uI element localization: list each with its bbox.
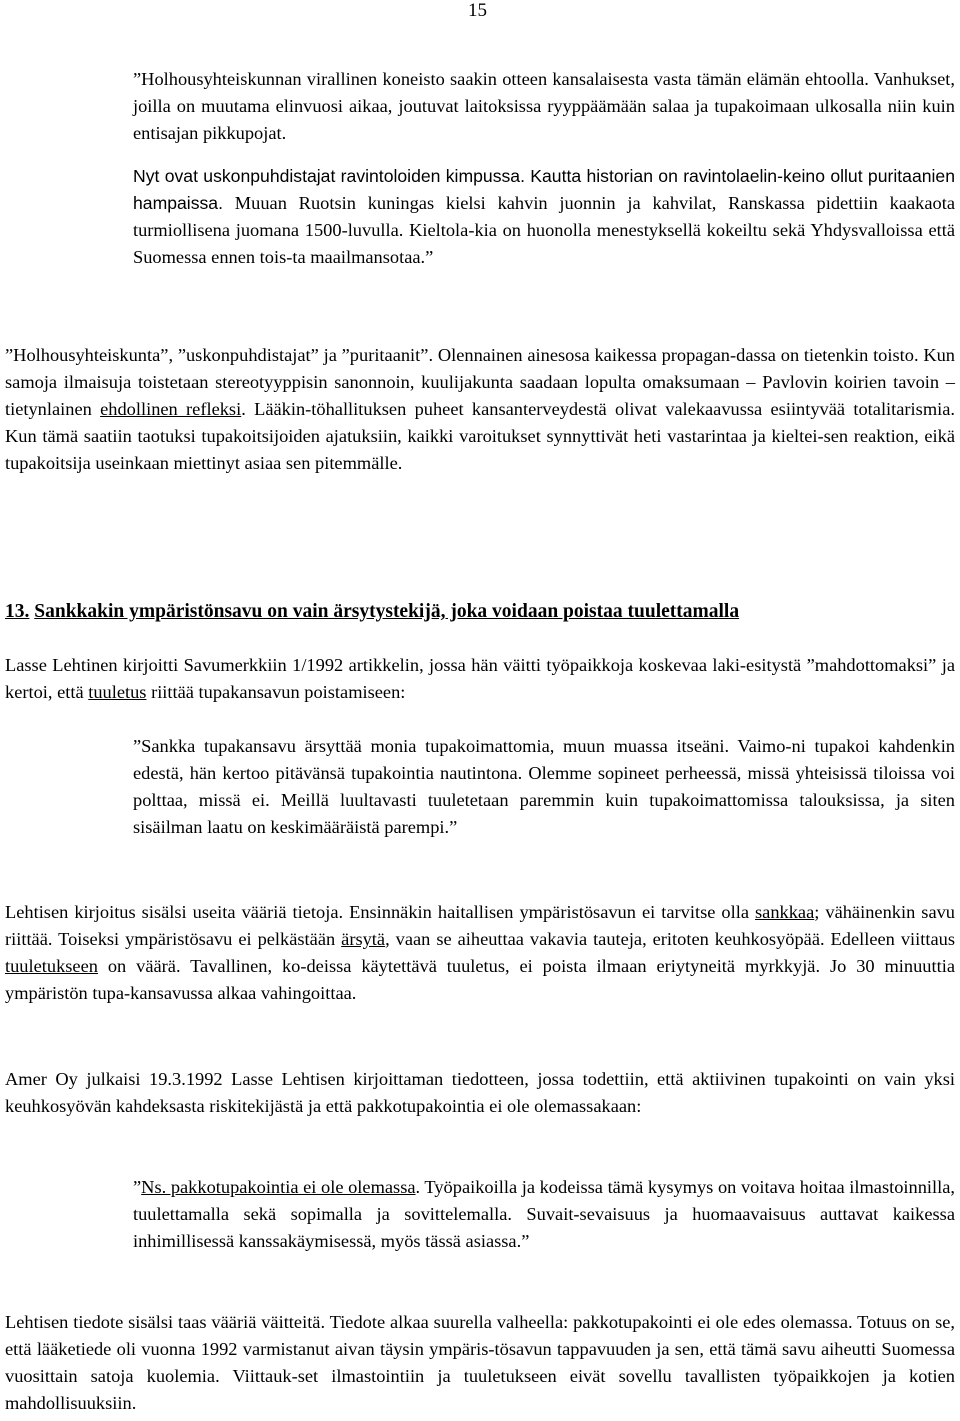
paragraph-vaaria-text-b: ; vähäinenkin savu riittää. Toiseksi ympäristösavu ei pelkästään [5,902,955,949]
paragraph-amer-oy [5,1066,955,1120]
pakkotupakointi-underlined: Ns. pakkotupakointia ei ole olemassa [141,1177,416,1197]
sankkaa-underlined: sankkaa [755,902,815,922]
paragraph-propaganda-text-b: . Lääkin-töhallituksen puheet kansanterveydestä olivat valekaavussa esiintyvää totalitarismia. Kun tämä saatiin taotuksi tupakoitsijoiden ajatuksiin, kaikki varoitukset synnyttivät heti vastarintaa ja kieltei-sen reaktion, eikä tupakoitsija useinkaan miettinyt asiaa sen pitemmälle. [5,399,956,473]
quote-paragraph-2 [133,163,955,271]
paragraph-lehtinen-text-a: Lasse Lehtinen kirjoitti Savumerkkiin 1/1992 artikkelin, jossa hän väitti työpaikkoja koskevaa laki-esitystä ”mahdottomaksi” ja kertoi, että [5,655,955,702]
section-heading [5,599,955,625]
tuuletus-underlined: tuuletus [88,682,147,702]
refleksi-underlined: ehdollinen refleksi [100,399,242,419]
paragraph-vaaria-text-d: on väärä. Tavallinen, ko-deissa käytettävä tuuletus, ei poista ilmaan eriytyneitä myrkkyjä. Jo 30 minuuttia ympäristön tupa-kansavussa alkaa vahingoittaa. [5,956,955,1003]
quote-pakko-open: ” [133,1177,142,1197]
paragraph-tiedote-text: Lehtisen tiedote sisälsi taas vääriä väitteitä. Tiedote alkaa suurella valheella: pakkotupakointi ei ole edes olemassa. Totuus on se, että lääketiede oli vuonna 1992 varmistanut aivan täysin ympäris-tösavun tappavuuden ja sen, että tämä savu aiheutti Suomessa vuosittain satoja kuolemia. Viittauk-set ilmastointiin ja tuuletukseen eivät sovellu tavallisten työpaikkojen ja kotien mahdollisuuksiin. [5,1312,955,1413]
quote-paragraph-2-serif: Muuan Ruotsin kuningas kielsi kahvin juonnin ja kahvilat, Ranskassa pidettiin kaakaota turmiollisena juomana 1500-luvulla. Kieltola-kia on huonolla menestyksellä kokeiltu sekä Yhdysvalloissa että Suomessa ennen tois-ta maailmansotaa.” [133,193,955,267]
quote-sankka-text: ”Sankka tupakansavu ärsyttää monia tupakoimattomia, muun muassa itseäni. Vaimo-ni tupakoi kahdenkin edestä, hän kertoo pitävänsä tupakointia nautintona. Olemme sopineet perheessä, missä yhteisissä tiloissa voi polttaa, missä ei. Meillä luultavasti tuuletetaan paremmin kuin tupakoimattomissa talouksissa, ja siten sisäilman laatu on keskimääräistä parempi.” [133,736,955,837]
quote-holhousyhteiskunta [133,66,955,271]
quote-pakko-text: . Työpaikoilla ja kodeissa tämä kysymys on voitava hoitaa ilmastoinnilla, tuulettamalla sekä sopimalla ja sovittelemalla. Suvait-sevaisuus ja huomaavaisuus auttavat kaikessa inhimillisessä kanssakäymisessä, myös tässä asiassa.” [133,1177,955,1251]
quote-paragraph-2-sans: Nyt ovat uskonpuhdistajat ravintoloiden kimpussa. Kautta historian on ravintolaelin-keino ollut puritaanien hampaissa. [133,166,955,213]
page-number: 15 [468,0,487,21]
paragraph-lehtinen-text-b: riittää tupakansavun poistamiseen: [146,682,406,702]
paragraph-tiedote [5,1309,955,1417]
arsyta-underlined: ärsytä [341,929,386,949]
paragraph-propaganda-text-a: ”Holhousyhteiskunta”, ”uskonpuhdistajat” ja ”puritaanit”. Olennainen ainesosa kaikessa propagan-dassa on tietenkin toisto. Kun samoja ilmaisuja toistetaan stereotyyppisin sanonnoin, kuulijakunta saadaan lopulta omaksumaan – Pavlovin koirien tavoin – tietynlainen [5,345,955,419]
quote-pakkotupakointi [133,1174,955,1255]
quote-sankka-tupakansavu [133,733,955,841]
quote-paragraph-1: ”Holhousyhteiskunnan virallinen koneisto saakin otteen kansalaisesta vasta tämän elämän ehtoolla. Vanhukset, joilla on muutama elinvuosi aikaa, joutuvat laitoksissa ryyppäämään salaa ja tupakoimaan ulkosalla niin kuin entisajan pikkupojat. [133,69,955,143]
section-number: 13. [5,601,30,622]
paragraph-amer-text: Amer Oy julkaisi 19.3.1992 Lasse Lehtisen kirjoittaman tiedotteen, jossa todettiin, että aktiivinen tupakointi on vain yksi keuhkosyövän kahdeksasta riskitekijästä ja että pakkotupakointia ei ole olemassakaan: [5,1069,955,1116]
paragraph-vaaria-text-a: Lehtisen kirjoitus sisälsi useita vääriä tietoja. Ensinnäkin haitallisen ympäristösavun ei tarvitse olla [5,902,756,922]
paragraph-propaganda [5,342,955,477]
paragraph-vaaria-text-c: , vaan se aiheuttaa vakavia tauteja, eritoten keuhkosyöpää. Edelleen viittaus [385,929,955,949]
paragraph-vaaria-tietoja [5,899,955,1007]
section-title: Sankkakin ympäristönsavu on vain ärsytystekijä, joka voidaan poistaa tuulettamalla [34,601,740,622]
paragraph-lehtinen-article [5,652,955,706]
tuuletukseen-underlined: tuuletukseen [5,956,98,976]
